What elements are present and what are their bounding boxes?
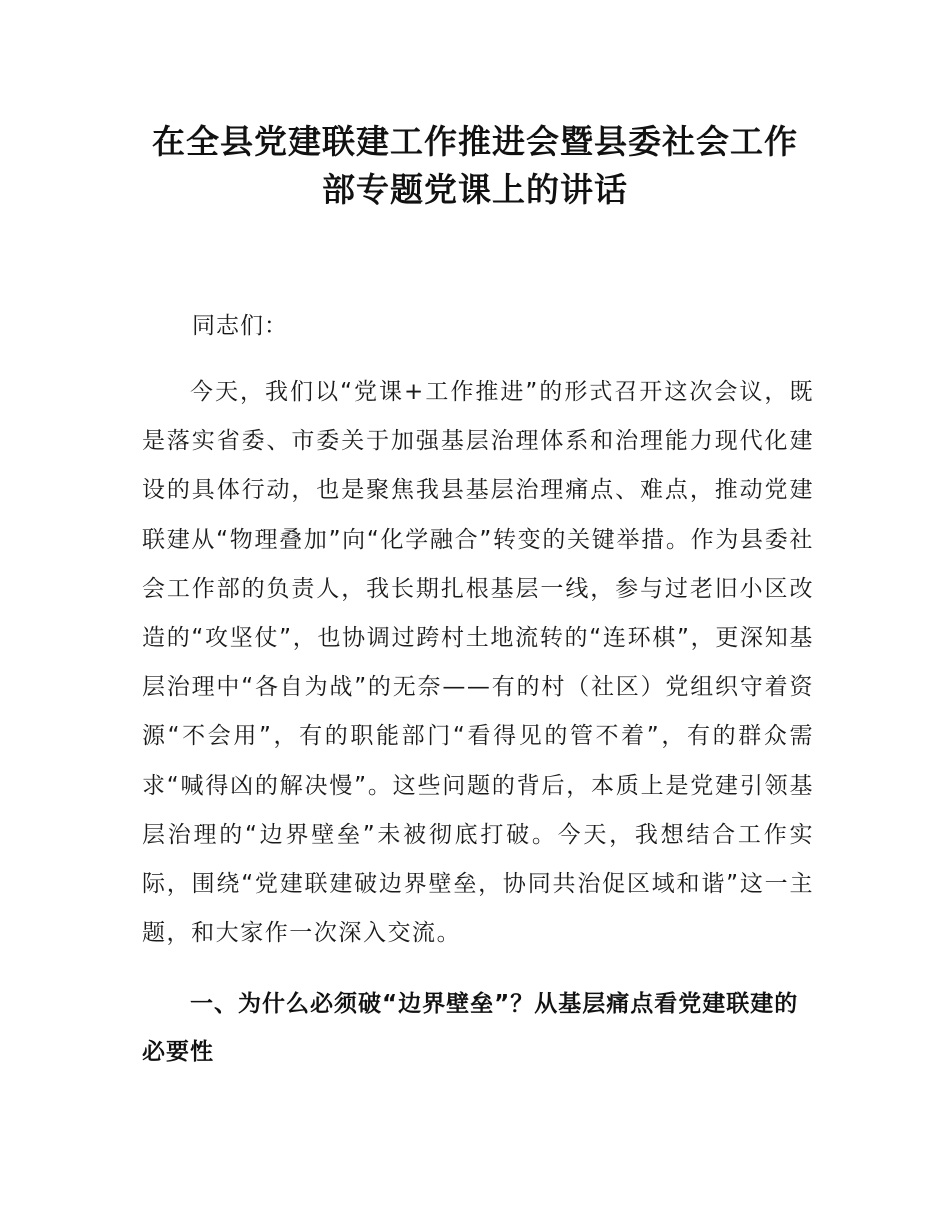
intro-paragraph: 今天，我们以“党课+工作推进”的形式召开这次会议，既是落实省委、市委关于加强基层治理体系和治理能力现代化建设的具体行动，也是聚焦我县基层治理痛点、难点，推动党建联建从“物理叠加”向“化学融合”转变的关键举措。作为县委社会工作部的负责人，我长期扎根基层一线，参与过老旧小区改造的“攻坚仗”，也协调过跨村土地流转的“连环棋”，更深知基层治理中“各自为战”的无奈——有的村（社区）党组织守着资源“不会用”，有的职能部门“看得见的管不着”，有的群众需求“喊得凶的解决慢”。这些问题的背后，本质上是党建引领基层治理的“边界壁垒”未被彻底打破。今天，我想结合工作实际，围绕“党建联建破边界壁垒，协同共治促区域和谐”这一主题，和大家作一次深入交流。 <box>142 379 814 947</box>
page-title <box>100 118 850 214</box>
salutation: 同志们： <box>192 313 288 339</box>
title-line-2: 部专题党课上的讲话 <box>322 170 628 209</box>
title-line-1: 在全县党建联建工作推进会暨县委社会工作 <box>152 122 798 161</box>
section-heading-1: 一、为什么必须破“边界壁垒”？从基层痛点看党建联建的必要性 <box>142 991 799 1065</box>
